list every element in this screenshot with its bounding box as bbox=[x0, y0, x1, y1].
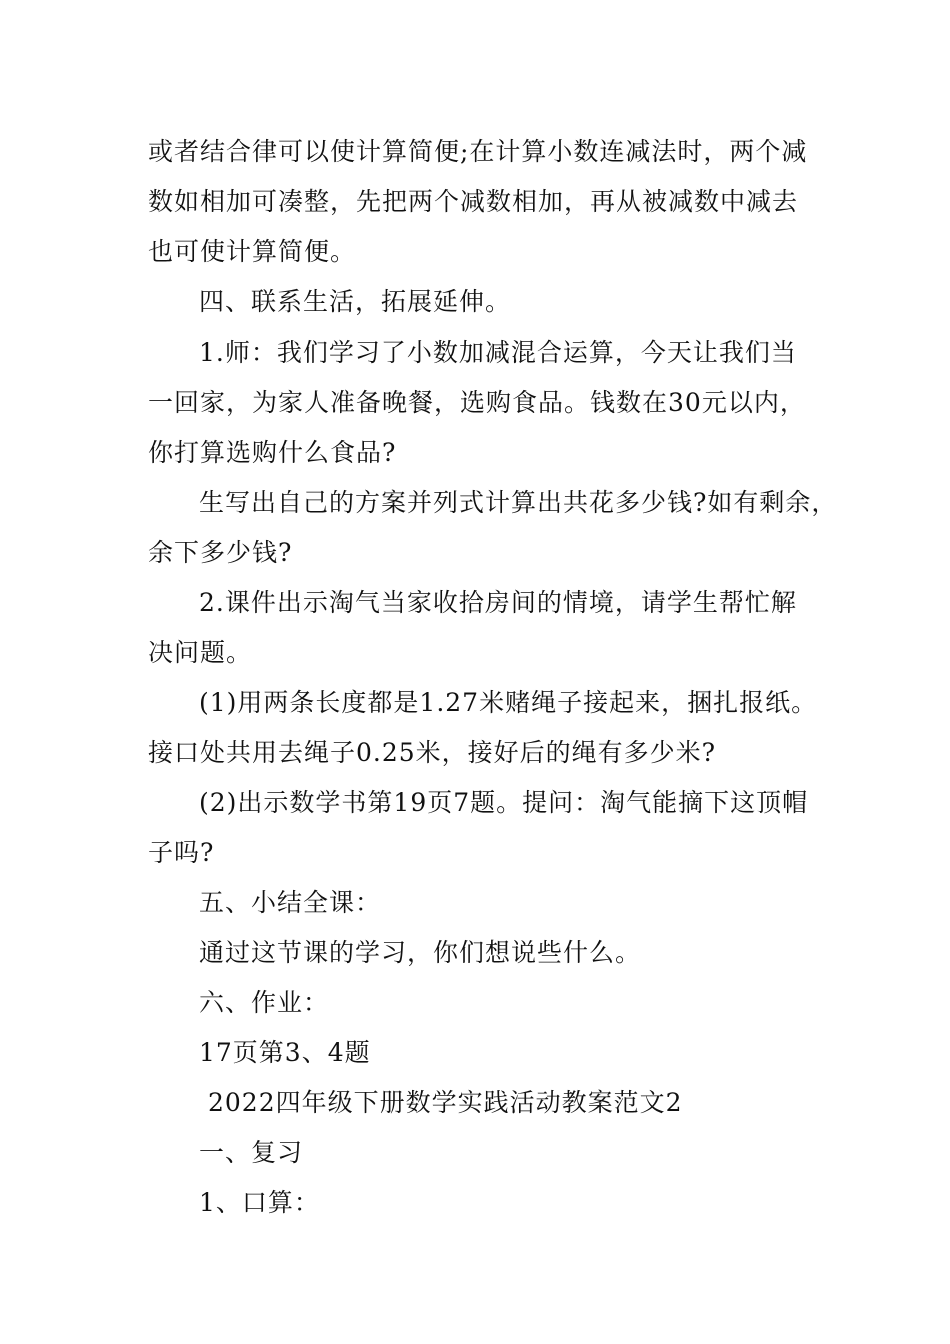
body-text-line: 1.师：我们学习了小数加减混合运算，今天让我们当 bbox=[199, 338, 797, 367]
section-heading: 四、联系生活，拓展延伸。 bbox=[199, 287, 512, 316]
section-heading: 六、作业： bbox=[199, 988, 330, 1017]
body-text-line: 数如相加可凑整，先把两个减数相加，再从被减数中减去 bbox=[148, 187, 799, 216]
body-text-line: (1)用两条长度都是1.27米赌绳子接起来，捆扎报纸。 bbox=[199, 688, 818, 717]
body-text-line: 1、口算： bbox=[199, 1188, 320, 1217]
body-text-line: 17页第3、4题 bbox=[199, 1038, 371, 1067]
body-text-line: 生写出自己的方案并列式计算出共花多少钱?如有剩余， bbox=[199, 488, 838, 517]
section-heading: 一、复习 bbox=[199, 1138, 304, 1167]
body-text-line: 或者结合律可以使计算简便;在计算小数连减法时，两个减 bbox=[148, 137, 808, 166]
body-text-line: 你打算选购什么食品? bbox=[148, 438, 397, 467]
body-text-line: 通过这节课的学习，你们想说些什么。 bbox=[199, 938, 642, 967]
body-text-line: 也可使计算简便。 bbox=[148, 237, 357, 266]
body-text-line: 接口处共用去绳子0.25米，接好后的绳有多少米? bbox=[148, 738, 717, 767]
body-text-line: 决问题。 bbox=[148, 638, 253, 667]
section-heading: 五、小结全课： bbox=[199, 888, 382, 917]
body-text-line: 余下多少钱? bbox=[148, 538, 293, 567]
body-text-line: 一回家，为家人准备晚餐，选购食品。钱数在30元以内， bbox=[148, 388, 806, 417]
body-text-line: (2)出示数学书第19页7题。提问：淘气能摘下这顶帽 bbox=[199, 788, 809, 817]
body-text-line: 2.课件出示淘气当家收拾房间的情境，请学生帮忙解 bbox=[199, 588, 797, 617]
body-text-line: 子吗? bbox=[148, 838, 215, 867]
document-title: 2022四年级下册数学实践活动教案范文2 bbox=[208, 1088, 683, 1117]
